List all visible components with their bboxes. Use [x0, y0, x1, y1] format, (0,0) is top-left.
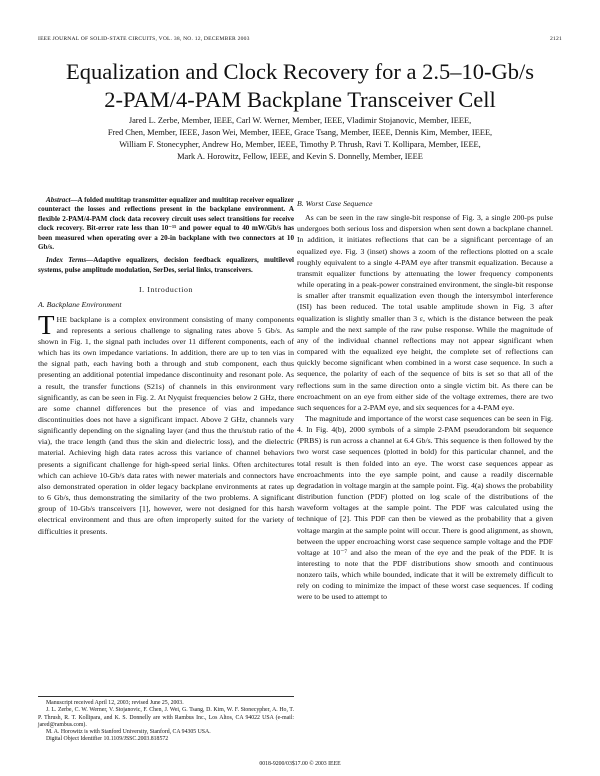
- footnote: J. L. Zerbe, C. W. Werner, V. Stojanovic, F. Chen, J. Wei, G. Tsang, D. Kim, W. F. Stonecypher, A. Ho, T. P. Thrush, R. T. Kollipara, and K. S. Donnelly are with Rambus Inc., Los Altos, CA 94022 USA (e-mail: jared@rambus.com).: [38, 707, 294, 728]
- drop-cap: T: [38, 309, 55, 340]
- subsection-heading-worst-case: B. Worst Case Sequence: [297, 199, 373, 208]
- author-line: Fred Chen, Member, IEEE, Jason Wei, Member, IEEE, Grace Tsang, Member, IEEE, Dennis Kim, Member, IEEE,: [107, 128, 493, 137]
- author-list: [20, 115, 580, 163]
- body-paragraph: As can be seen in the raw single-bit response of Fig. 3, a single 200-ps pulse undergoes both serious loss and dispersion when sent down a backplane channel. In addition, it initiates reflections that can be a significant percentage of an equalized eye. Fig. 3 (inset) shows a zoom of the reflections plotted on a scale roughly equivalent to a single 4-PAM eye after transmit equalization. Because a transmit equalizer functions by attenuating the lower frequency components while operating in a peak-power constrained environment, the single-bit response is smaller after transmit equalization even though the intersymbol interference (ISI) has been reduced. The total usable amplitude shown in Fig. 3 after equalization is slightly smaller than 3 ε, which is the distance between the peak sample and the next sample of the raw pulse response. While the magnitude of any of the individual channel reflections may not appear significant when compared with the equalized eye height, the complete set of reflections can quickly become significant when combined in a worst case sequence. In such a sequence, the polarity of each of the sequence of bits is set so that all of the reflections sum in the same direction onto a single victim bit. As there can be encroachment on an eye from either side of the voltage extremes, there are two such sequences for a 2-PAM eye, and six sequences for a 4-PAM eye.: [297, 213, 553, 412]
- abstract-label: Abstract: [46, 196, 71, 204]
- right-column: [297, 196, 553, 603]
- abstract: [38, 196, 294, 252]
- worst-case-body: [297, 212, 553, 602]
- running-head: [38, 36, 562, 45]
- intro-body: [38, 309, 294, 537]
- body-paragraph: The magnitude and importance of the worst case sequences can be seen in Fig. 4. In Fig. 4(b), 2000 symbols of a simple 2-PAM pseudorandom bit sequence (PRBS) is run across a channel at 6.4 Gb/s. This sequence is then followed by the two worst case sequences (plotted in bold) for this particular channel, and the total result is then folded into an eye. The worst case sequences appear as encroachments into the eye sample point, and cause a readily discernable degradation in voltage margin at the sample point. Fig. 4(a) shows the probability distribution function (PDF) plotted on log scale of the distributions of the waveform voltages at the sample point. The PDF was calculated using the technique of [2]. This PDF can then be viewed as the probability that a given voltage margin at the sample point will occur. There is good alignment, as shown, between the upper encroaching worst case sequence sample voltage and the PDF voltage at 10⁻⁷ and also the mean of the eye and the peak of the PDF. It is interesting to note that the PDF distributions show smooth and continuous nonzero tails, which while bounded, indicate that it will be extremely difficult to rely on coding to minimize the impact of these worst case sequences. If coding were to be used to attempt to: [297, 413, 553, 602]
- paper-title: [20, 58, 580, 114]
- index-terms-text: —Adaptive equalizers, decision feedback equalizers, multilevel systems, pulse amplitude modulation, SerDes, serial links, transceivers.: [38, 256, 294, 274]
- page-number: 2121: [550, 36, 562, 42]
- abstract-text: —A folded multitap transmitter equalizer and multitap receiver equalizer counteract the losses and reflections present in the backplane environment. A flexible 2-PAM/4-PAM clock data recovery circuit uses select transitions for receive clock recovery. Bit-error rate less than 10⁻¹⁵ and power equal to 40 mW/Gb/s has been measured when operating over a 20-in backplane with two connectors at 10 Gb/s.: [38, 196, 294, 252]
- copyright-line: 0018-9200/03$17.00 © 2003 IEEE: [259, 761, 341, 767]
- author-line: William F. Stonecypher, Andrew Ho, Member, IEEE, Timothy P. Thrush, Ravi T. Kollipara, Member, IEEE,: [119, 140, 481, 149]
- title-line: 2-PAM/4-PAM Backplane Transceiver Cell: [104, 87, 496, 112]
- subsection-heading-backplane: A. Backplane Environment: [38, 300, 122, 310]
- journal-citation: IEEE JOURNAL OF SOLID-STATE CIRCUITS, VOL. 38, NO. 12, DECEMBER 2003: [38, 36, 250, 42]
- author-line: Jared L. Zerbe, Member, IEEE, Carl W. Werner, Member, IEEE, Vladimir Stojanovic, Member, IEEE,: [128, 116, 472, 125]
- footnote: Manuscript received April 12, 2003; revised June 25, 2003.: [46, 700, 184, 706]
- title-line: Equalization and Clock Recovery for a 2.5–10-Gb/s: [66, 59, 534, 84]
- section-heading-introduction: I. Introduction: [138, 285, 194, 295]
- index-terms: [38, 256, 294, 275]
- footnote: M. A. Horowitz is with Stanford University, Stanford, CA 94305 USA.: [46, 729, 211, 736]
- intro-paragraph: HE backplane is a complex environment consisting of many components and represents a serious challenge to signaling rates above 5 Gb/s. As shown in Fig. 1, the signal path includes over 11 different components, each of which has its own impedance variations. In addition, there are up to ten vias in the signal path, each having both a through and stub component, each thus presenting an additional potential impedance discontinuity and resonant pole. As a result, the transfer functions (S21s) of channels in this environment vary significantly, as can be seen in Fig. 2. At Nyquist frequencies below 2 GHz, there are some channel differences but the presence of vias and impedance discontinuities does not have a significant impact. Above 2 GHz, channels vary significantly depending on the signaling layer (and thus the thru/stub ratio of the via), the trace length (and thus the skin and dielectric loss), and the dielectric material. Achieving high data rates across this variance of channel behaviors presents a significant challenge for high-speed serial links. Often architectures which can achieve 10-Gb/s data rates with newer materials and connectors have also demonstrated operation in older legacy backplane environments at rates up to 6 Gb/s, thus demonstrating the similarity of the two problems. A significant group of 10-Gb/s transceivers [1], however, were not designed for this harsh electrical environment and thus are often improperly suited for the variety of difficulties it presents.: [38, 314, 294, 536]
- footnote: Digital Object Identifier 10.1109/JSSC.2003.818572: [46, 736, 169, 743]
- index-terms-label: Index Terms: [46, 256, 87, 265]
- author-line: Mark A. Horowitz, Fellow, IEEE, and Kevin S. Donnelly, Member, IEEE: [177, 152, 423, 161]
- left-column: [38, 196, 294, 537]
- footnotes: [38, 696, 294, 744]
